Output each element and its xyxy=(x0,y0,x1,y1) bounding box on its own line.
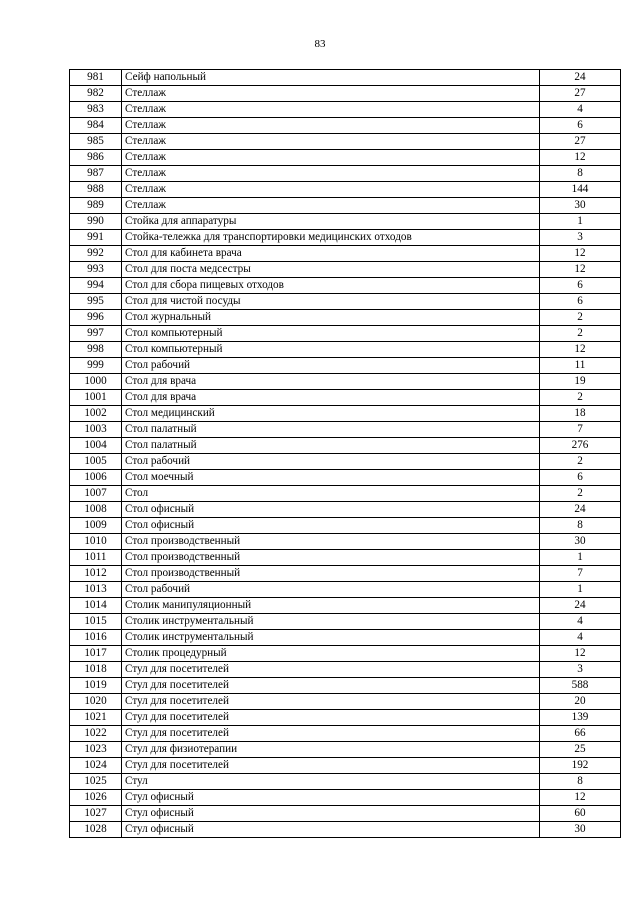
row-number-cell: 982 xyxy=(70,86,122,102)
table-row xyxy=(70,502,621,518)
quantity-cell: 20 xyxy=(540,694,621,710)
row-number-cell: 1027 xyxy=(70,806,122,822)
quantity-cell: 12 xyxy=(540,150,621,166)
table-row xyxy=(70,614,621,630)
row-number-cell: 987 xyxy=(70,166,122,182)
item-name-cell: Стол производственный xyxy=(122,534,540,550)
item-name-cell: Столик процедурный xyxy=(122,646,540,662)
table-row xyxy=(70,822,621,838)
table-row xyxy=(70,198,621,214)
item-name-cell: Стеллаж xyxy=(122,150,540,166)
table-row xyxy=(70,486,621,502)
quantity-cell: 6 xyxy=(540,294,621,310)
row-number-cell: 1022 xyxy=(70,726,122,742)
row-number-cell: 1028 xyxy=(70,822,122,838)
inventory-table xyxy=(69,69,621,838)
table-row xyxy=(70,310,621,326)
quantity-cell: 11 xyxy=(540,358,621,374)
table-row xyxy=(70,86,621,102)
table-row xyxy=(70,518,621,534)
table-row xyxy=(70,438,621,454)
quantity-cell: 192 xyxy=(540,758,621,774)
table-row xyxy=(70,582,621,598)
table-row xyxy=(70,566,621,582)
table-row xyxy=(70,358,621,374)
item-name-cell: Стол медицинский xyxy=(122,406,540,422)
item-name-cell: Стул для посетителей xyxy=(122,678,540,694)
table-row xyxy=(70,662,621,678)
row-number-cell: 984 xyxy=(70,118,122,134)
row-number-cell: 1019 xyxy=(70,678,122,694)
table-row xyxy=(70,326,621,342)
table-row xyxy=(70,422,621,438)
table-row xyxy=(70,598,621,614)
quantity-cell: 2 xyxy=(540,390,621,406)
table-row xyxy=(70,470,621,486)
quantity-cell: 3 xyxy=(540,662,621,678)
quantity-cell: 24 xyxy=(540,502,621,518)
item-name-cell: Стол xyxy=(122,486,540,502)
quantity-cell: 27 xyxy=(540,134,621,150)
table-row xyxy=(70,406,621,422)
item-name-cell: Стол палатный xyxy=(122,422,540,438)
item-name-cell: Стойка для аппаратуры xyxy=(122,214,540,230)
row-number-cell: 1009 xyxy=(70,518,122,534)
row-number-cell: 996 xyxy=(70,310,122,326)
row-number-cell: 1004 xyxy=(70,438,122,454)
item-name-cell: Стеллаж xyxy=(122,182,540,198)
table-row xyxy=(70,390,621,406)
table-row xyxy=(70,630,621,646)
table-row xyxy=(70,182,621,198)
table-row xyxy=(70,230,621,246)
row-number-cell: 1011 xyxy=(70,550,122,566)
item-name-cell: Стул для посетителей xyxy=(122,726,540,742)
quantity-cell: 7 xyxy=(540,422,621,438)
quantity-cell: 12 xyxy=(540,342,621,358)
item-name-cell: Стол компьютерный xyxy=(122,326,540,342)
row-number-cell: 1012 xyxy=(70,566,122,582)
row-number-cell: 1002 xyxy=(70,406,122,422)
item-name-cell: Стол для поста медсестры xyxy=(122,262,540,278)
item-name-cell: Столик инструментальный xyxy=(122,614,540,630)
quantity-cell: 27 xyxy=(540,86,621,102)
item-name-cell: Стол журнальный xyxy=(122,310,540,326)
item-name-cell: Стул xyxy=(122,774,540,790)
row-number-cell: 1008 xyxy=(70,502,122,518)
row-number-cell: 991 xyxy=(70,230,122,246)
table-row xyxy=(70,758,621,774)
quantity-cell: 3 xyxy=(540,230,621,246)
item-name-cell: Стеллаж xyxy=(122,102,540,118)
table-row xyxy=(70,790,621,806)
quantity-cell: 8 xyxy=(540,518,621,534)
row-number-cell: 986 xyxy=(70,150,122,166)
row-number-cell: 993 xyxy=(70,262,122,278)
quantity-cell: 6 xyxy=(540,118,621,134)
row-number-cell: 997 xyxy=(70,326,122,342)
quantity-cell: 60 xyxy=(540,806,621,822)
table-row xyxy=(70,70,621,86)
table-row xyxy=(70,246,621,262)
item-name-cell: Стеллаж xyxy=(122,86,540,102)
quantity-cell: 12 xyxy=(540,790,621,806)
row-number-cell: 988 xyxy=(70,182,122,198)
item-name-cell: Стол палатный xyxy=(122,438,540,454)
row-number-cell: 995 xyxy=(70,294,122,310)
quantity-cell: 30 xyxy=(540,822,621,838)
row-number-cell: 1006 xyxy=(70,470,122,486)
table-row xyxy=(70,294,621,310)
page-number: 83 xyxy=(314,38,326,50)
quantity-cell: 2 xyxy=(540,486,621,502)
row-number-cell: 990 xyxy=(70,214,122,230)
item-name-cell: Стол для сбора пищевых отходов xyxy=(122,278,540,294)
table-row xyxy=(70,374,621,390)
item-name-cell: Стол производственный xyxy=(122,566,540,582)
item-name-cell: Стул офисный xyxy=(122,790,540,806)
table-row xyxy=(70,806,621,822)
row-number-cell: 1020 xyxy=(70,694,122,710)
item-name-cell: Стеллаж xyxy=(122,134,540,150)
item-name-cell: Стул для посетителей xyxy=(122,694,540,710)
table-row xyxy=(70,742,621,758)
quantity-cell: 2 xyxy=(540,310,621,326)
quantity-cell: 4 xyxy=(540,630,621,646)
item-name-cell: Стол рабочий xyxy=(122,582,540,598)
row-number-cell: 1017 xyxy=(70,646,122,662)
table-row xyxy=(70,454,621,470)
quantity-cell: 6 xyxy=(540,470,621,486)
quantity-cell: 30 xyxy=(540,198,621,214)
row-number-cell: 1014 xyxy=(70,598,122,614)
quantity-cell: 8 xyxy=(540,166,621,182)
row-number-cell: 994 xyxy=(70,278,122,294)
table-row xyxy=(70,726,621,742)
item-name-cell: Стол для кабинета врача xyxy=(122,246,540,262)
item-name-cell: Стеллаж xyxy=(122,118,540,134)
quantity-cell: 12 xyxy=(540,646,621,662)
quantity-cell: 19 xyxy=(540,374,621,390)
quantity-cell: 139 xyxy=(540,710,621,726)
quantity-cell: 1 xyxy=(540,550,621,566)
row-number-cell: 985 xyxy=(70,134,122,150)
item-name-cell: Стеллаж xyxy=(122,198,540,214)
item-name-cell: Стул для физиотерапии xyxy=(122,742,540,758)
item-name-cell: Стол для чистой посуды xyxy=(122,294,540,310)
row-number-cell: 1015 xyxy=(70,614,122,630)
item-name-cell: Стул для посетителей xyxy=(122,758,540,774)
row-number-cell: 1016 xyxy=(70,630,122,646)
row-number-cell: 1018 xyxy=(70,662,122,678)
quantity-cell: 4 xyxy=(540,614,621,630)
item-name-cell: Стол компьютерный xyxy=(122,342,540,358)
quantity-cell: 8 xyxy=(540,774,621,790)
quantity-cell: 30 xyxy=(540,534,621,550)
row-number-cell: 1013 xyxy=(70,582,122,598)
quantity-cell: 24 xyxy=(540,70,621,86)
item-name-cell: Стол офисный xyxy=(122,518,540,534)
table-row xyxy=(70,678,621,694)
quantity-cell: 2 xyxy=(540,454,621,470)
item-name-cell: Стол офисный xyxy=(122,502,540,518)
quantity-cell: 276 xyxy=(540,438,621,454)
quantity-cell: 7 xyxy=(540,566,621,582)
table-row xyxy=(70,118,621,134)
quantity-cell: 588 xyxy=(540,678,621,694)
table-row xyxy=(70,166,621,182)
quantity-cell: 12 xyxy=(540,262,621,278)
table-row xyxy=(70,774,621,790)
item-name-cell: Стол рабочий xyxy=(122,454,540,470)
row-number-cell: 1000 xyxy=(70,374,122,390)
item-name-cell: Стол рабочий xyxy=(122,358,540,374)
row-number-cell: 1024 xyxy=(70,758,122,774)
item-name-cell: Столик манипуляционный xyxy=(122,598,540,614)
table-row xyxy=(70,134,621,150)
table-row xyxy=(70,710,621,726)
quantity-cell: 2 xyxy=(540,326,621,342)
row-number-cell: 989 xyxy=(70,198,122,214)
table-row xyxy=(70,550,621,566)
row-number-cell: 999 xyxy=(70,358,122,374)
row-number-cell: 1025 xyxy=(70,774,122,790)
quantity-cell: 24 xyxy=(540,598,621,614)
item-name-cell: Стул для посетителей xyxy=(122,710,540,726)
quantity-cell: 1 xyxy=(540,582,621,598)
row-number-cell: 1021 xyxy=(70,710,122,726)
item-name-cell: Стеллаж xyxy=(122,166,540,182)
quantity-cell: 144 xyxy=(540,182,621,198)
row-number-cell: 1010 xyxy=(70,534,122,550)
row-number-cell: 981 xyxy=(70,70,122,86)
table-row xyxy=(70,534,621,550)
table-row xyxy=(70,262,621,278)
row-number-cell: 1005 xyxy=(70,454,122,470)
quantity-cell: 4 xyxy=(540,102,621,118)
row-number-cell: 1003 xyxy=(70,422,122,438)
item-name-cell: Сейф напольный xyxy=(122,70,540,86)
row-number-cell: 992 xyxy=(70,246,122,262)
table-row xyxy=(70,342,621,358)
row-number-cell: 1001 xyxy=(70,390,122,406)
table-row xyxy=(70,646,621,662)
item-name-cell: Стул для посетителей xyxy=(122,662,540,678)
row-number-cell: 998 xyxy=(70,342,122,358)
quantity-cell: 12 xyxy=(540,246,621,262)
quantity-cell: 18 xyxy=(540,406,621,422)
quantity-cell: 66 xyxy=(540,726,621,742)
quantity-cell: 1 xyxy=(540,214,621,230)
table-row xyxy=(70,102,621,118)
item-name-cell: Стол для врача xyxy=(122,390,540,406)
item-name-cell: Стул офисный xyxy=(122,806,540,822)
quantity-cell: 6 xyxy=(540,278,621,294)
item-name-cell: Стул офисный xyxy=(122,822,540,838)
quantity-cell: 25 xyxy=(540,742,621,758)
item-name-cell: Стол производственный xyxy=(122,550,540,566)
row-number-cell: 1026 xyxy=(70,790,122,806)
table-row xyxy=(70,150,621,166)
inventory-table-body xyxy=(70,70,621,838)
row-number-cell: 1007 xyxy=(70,486,122,502)
table-row xyxy=(70,694,621,710)
item-name-cell: Столик инструментальный xyxy=(122,630,540,646)
row-number-cell: 983 xyxy=(70,102,122,118)
item-name-cell: Стойка-тележка для транспортировки медицинских отходов xyxy=(122,230,540,246)
row-number-cell: 1023 xyxy=(70,742,122,758)
table-row xyxy=(70,278,621,294)
table-row xyxy=(70,214,621,230)
item-name-cell: Стол для врача xyxy=(122,374,540,390)
item-name-cell: Стол моечный xyxy=(122,470,540,486)
